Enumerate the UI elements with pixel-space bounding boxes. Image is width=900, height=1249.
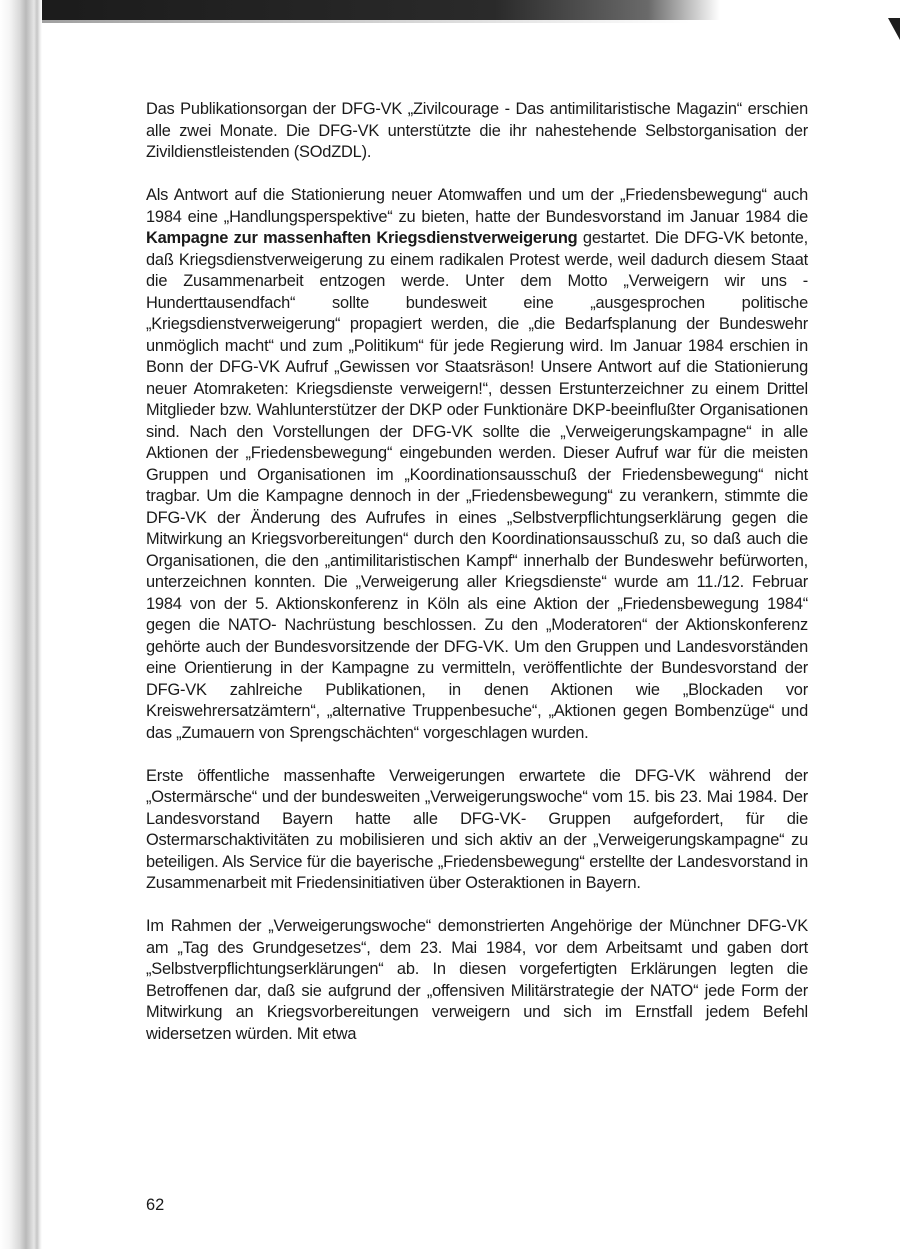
page-number: 62: [146, 1196, 165, 1214]
paragraph-1-text: Das Publikationsorgan der DFG-VK „Zivilcourage - Das antimilitaristische Magazin“ erschien alle zwei Monate. Die DFG-VK unterstützte die ihr nahestehende Selbstorganisation der Zivildienstleistenden (SOdZDL).: [146, 100, 808, 161]
paragraph-1: [146, 99, 808, 164]
paragraph-2-bold-phrase: Kampagne zur massenhaften Kriegsdienstverweigerung: [146, 229, 578, 247]
paragraph-4-text: Im Rahmen der „Verweigerungswoche“ demonstrierten Angehörige der Münchner DFG-VK am „Tag des Grundgesetzes“, dem 23. Mai 1984, vor dem Arbeitsamt und gaben dort „Selbstverpflichtungserklärungen“ ab. In diesen vorgefertigten Erklärungen legten die Betroffenen dar, daß sie aufgrund der „offensiven Militärstrategie der NATO“ jede Form der Mitwirkung an Kriegsvorbereitungen verweigern und sich im Ernstfall jedem Befehl widersetzen würden. Mit etwa: [146, 917, 808, 1043]
paragraph-2-text-start: Als Antwort auf die Stationierung neuer Atomwaffen und um der „Friedensbewegung“ auch 1984 eine „Handlungsperspektive“ zu bieten, hatte der Bundesvorstand im Januar 1984 die: [146, 186, 808, 226]
scan-top-edge-shadow: [0, 20, 690, 23]
paragraph-4: [146, 916, 808, 1045]
body-text: [146, 99, 808, 1067]
paragraph-2-text-end: gestartet. Die DFG-VK betonte, daß Kriegsdienstverweigerung zu einem radikalen Protest werde, weil dadurch diesem Staat die Zusammenarbeit entzogen werde. Unter dem Motto „Verweigern wir uns - Hunderttausendfach“ sollte bundesweit eine „ausgesprochen politische „Kriegsdienstverweigerung“ propagiert werden, die „die Bedarfsplanung der Bundeswehr unmöglich macht“ und zum „Politikum“ für jede Regierung wird. Im Januar 1984 erschien in Bonn der DFG-VK Aufruf „Gewissen vor Staatsräson! Unsere Antwort auf die Stationierung neuer Atomraketen: Kriegsdienste verweigern!“, dessen Erstunterzeichner zu einem Drittel Mitglieder bzw. Wahlunterstützer der DKP oder Funktionäre DKP-beeinflußter Organisationen sind. Nach den Vorstellungen der DFG-VK sollte die „Verweigerungskampagne“ in alle Aktionen der „Friedensbewegung“ eingebunden werden. Dieser Aufruf war für die meisten Gruppen und Organisationen im „Koordinationsausschuß der Friedensbewegung“ nicht tragbar. Um die Kampagne dennoch in der „Friedensbewegung“ zu verankern, stimmte die DFG-VK der Änderung des Aufrufes in eines „Selbstverpflichtungserklärung gegen die Mitwirkung an Kriegsvorbereitungen“ durch den Koordinationsausschuß zu, so daß auch die Organisationen, die den „antimilitaristischen Kampf“ innerhalb der Bundeswehr befürworten, unterzeichnen konnten. Die „Verweigerung aller Kriegsdienste“ wurde am 11./12. Februar 1984 von der 5. Aktionskonferenz in Köln als eine Aktion der „Friedensbewegung 1984“ gegen die NATO- Nachrüstung beschlossen. Zu den „Moderatoren“ der Aktionskonferenz gehörte auch der Bundesvorsitzende der DFG-VK. Um den Gruppen und Landesvorständen eine Orientierung in der Kampagne zu vermitteln, veröffentlichte der Bundesvorstand der DFG-VK zahlreiche Publikationen, in denen Aktionen wie „Blockaden vor Kreiswehrersatzämtern“, „alternative Truppenbesuche“, „Aktionen gegen Bombenzüge“ und das „Zumauern von Sprengschächten“ vorgeschlagen wurden.: [146, 229, 808, 742]
scan-corner-mark: [888, 18, 900, 40]
paragraph-3-text: Erste öffentliche massenhafte Verweigerungen erwartete die DFG-VK während der „Ostermärsche“ und der bundesweiten „Verweigerungswoche“ vom 15. bis 23. Mai 1984. Der Landesvorstand Bayern hatte alle DFG-VK- Gruppen aufgefordert, für die Ostermarschaktivitäten zu mobilisieren und sich aktiv an der „Verweigerungskampagne“ zu beteiligen. Als Service für die bayerische „Friedensbewegung“ erstellte der Landesvorstand in Zusammenarbeit mit Friedensinitiativen über Osteraktionen in Bayern.: [146, 766, 808, 892]
scan-top-edge: [0, 0, 900, 20]
paragraph-3: [146, 766, 808, 895]
scan-binding-shadow: [0, 0, 42, 1249]
paragraph-2: [146, 185, 808, 744]
